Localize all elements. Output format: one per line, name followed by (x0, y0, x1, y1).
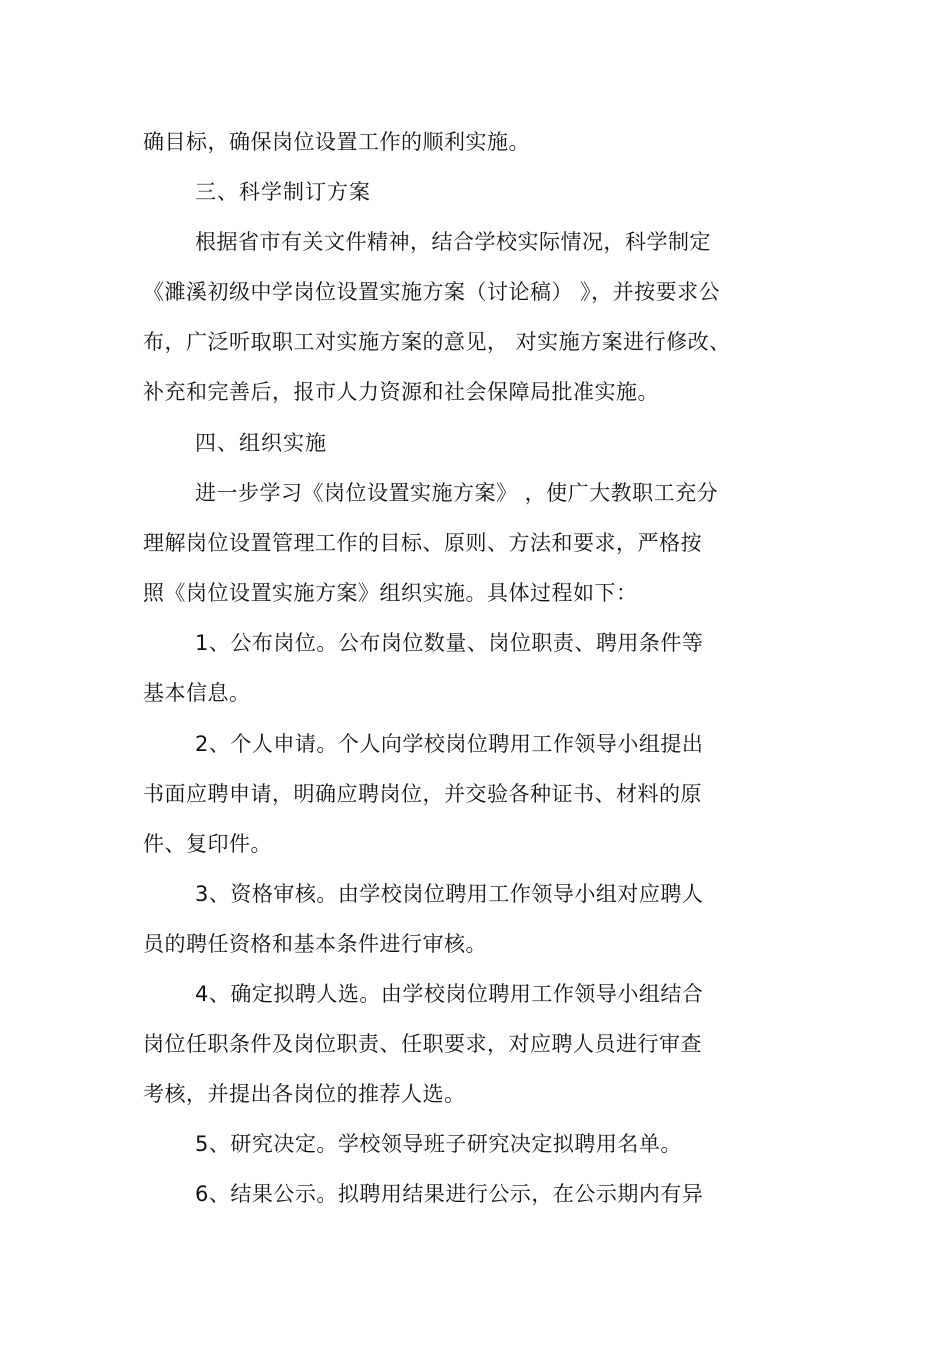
list-item-line: 岗位任职条件及岗位职责、任职要求，对应聘人员进行审查 (143, 1032, 702, 1056)
list-item-line: 5、研究决定。学校领导班子研究决定拟聘用名单。 (195, 1132, 682, 1156)
list-item-line: 1、公布岗位。公布岗位数量、岗位职责、聘用条件等 (195, 631, 704, 655)
section-heading: 三、科学制订方案 (195, 180, 371, 204)
paragraph-line: 布，广泛听取职工对实施方案的意见， 对实施方案进行修改、 (143, 330, 731, 354)
paragraph-line: 《濉溪初级中学岗位设置实施方案（讨论稿） 》，并按要求公 (143, 280, 721, 304)
paragraph-line: 补充和完善后，报市人力资源和社会保障局批准实施。 (143, 380, 659, 404)
list-item-line: 件、复印件。 (143, 832, 272, 856)
list-item-line: 2、个人申请。个人向学校岗位聘用工作领导小组提出 (195, 732, 704, 756)
list-item-line: 基本信息。 (143, 681, 251, 705)
list-item-line: 6、结果公示。拟聘用结果进行公示，在公示期内有异 (195, 1182, 704, 1206)
list-item-line: 书面应聘申请，明确应聘岗位，并交验各种证书、材料的原 (143, 782, 702, 806)
list-item-line: 员的聘任资格和基本条件进行审核。 (143, 932, 487, 956)
list-item-line: 考核，并提出各岗位的推荐人选。 (143, 1082, 466, 1106)
list-item-line: 4、确定拟聘人选。由学校岗位聘用工作领导小组结合 (195, 982, 704, 1006)
paragraph-line: 照《岗位设置实施方案》组织实施。具体过程如下： (143, 581, 638, 605)
paragraph-line: 确目标，确保岗位设置工作的顺利实施。 (143, 130, 530, 154)
list-item-line: 3、资格审核。由学校岗位聘用工作领导小组对应聘人 (195, 882, 704, 906)
section-heading: 四、组织实施 (195, 431, 327, 455)
paragraph-line: 进一步学习《岗位设置实施方案》 ，使广大教职工充分 (195, 481, 719, 505)
paragraph-line: 根据省市有关文件精神，结合学校实际情况，科学制定 (195, 230, 711, 254)
paragraph-line: 理解岗位设置管理工作的目标、原则、方法和要求，严格按 (143, 531, 702, 555)
